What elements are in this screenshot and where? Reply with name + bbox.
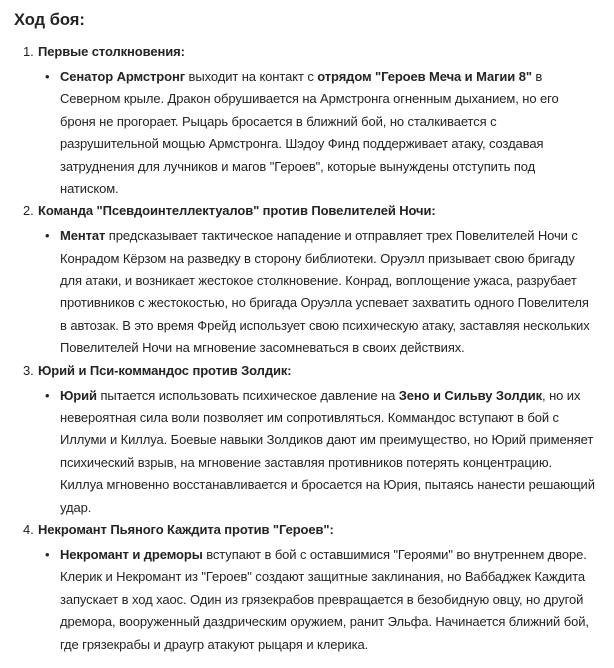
section-heading-row: [14, 200, 600, 222]
section-number: 3.: [23, 362, 34, 378]
section-detail-item: [14, 225, 600, 359]
section-paragraph: Некромант и дреморы вступают в бой с оставшимися "Героями" во внутреннем дворе. Клерик и Некромант из "Героев" создают защитные заклинания, но Ваббаджек Каждита запускает в ход хаос. Один из грязекрабов превращается в безобидную овцу, но другой дремора, вооруженный даздрическим оружием, ранит Эльфа. Начинается ближний бой, где грязекрабы и драугр атакуют рыцаря и клерика.: [60, 546, 589, 652]
battle-section: [14, 519, 600, 656]
section-heading: Юрий и Пси-коммандос против Золдик:: [38, 362, 292, 378]
bullet-icon: •: [45, 546, 50, 562]
bullet-icon: •: [45, 387, 50, 403]
section-paragraph: Юрий пытается использовать психическое давление на Зено и Сильву Золдик, но их невероятная сила воли позволяет им сопротивляться. Коммандос вступают в бой с Иллуми и Киллуа. Боевые навыки Золдиков дают им преимущество, но Юрий применяет психический взрыв, на мгновение заставляя противников потерять концентрацию. Киллуа мгновенно восстанавливается и бросается на Юрия, пытаясь нанести решающий удар.: [60, 387, 595, 515]
section-heading: Некромант Пьяного Каждита против "Героев":: [38, 522, 334, 538]
section-paragraph: Сенатор Армстронг выходит на контакт с отрядом "Героев Меча и Магии 8" в Северном крыле. Дракон обрушивается на Армстронга огненным дыханием, но его броня не прогорает. Рыцарь бросается в ближний бой, но сталкивается с разрушительной мощью Армстронга. Шэдоу Финд поддерживает атаку, создавая затруднения для лучников и магов "Героев", которые вынуждены отступить под натиском.: [60, 68, 559, 196]
section-heading-row: [14, 360, 600, 382]
section-number: 1.: [23, 44, 34, 59]
bullet-icon: •: [45, 228, 50, 244]
battle-section: [14, 200, 600, 359]
section-detail-list: [14, 225, 600, 359]
battle-section: [14, 360, 600, 519]
section-detail-item: [14, 544, 600, 656]
section-heading: Команда "Псевдоинтеллектуалов" против Повелителей Ночи:: [38, 203, 436, 219]
section-heading-row: [14, 519, 600, 541]
bullet-icon: •: [45, 68, 50, 84]
section-detail-list: [14, 66, 600, 200]
battle-section: [14, 41, 600, 200]
section-detail-list: [14, 544, 600, 656]
section-detail-item: [14, 385, 600, 519]
section-number: 4.: [23, 522, 34, 538]
section-number: 2.: [23, 203, 34, 219]
section-heading-row: [14, 41, 600, 63]
page-title: Ход боя:: [14, 11, 85, 29]
section-heading: Первые столкновения:: [38, 44, 185, 59]
battle-sections-list: [14, 41, 600, 656]
section-detail-list: [14, 385, 600, 519]
section-detail-item: [14, 66, 600, 200]
section-paragraph: Ментат предсказывает тактическое нападение и отправляет трех Повелителей Ночи с Конрадом Кёрзом на разведку в сторону библиотеки. Оруэлл призывает свою бригаду для атаки, и возникает жестокое столкновение. Конрад, воплощение ужаса, разрубает противников с жестокостью, но бригада Оруэлла успевает захватить одного Повелителя в автозак. В это время Фрейд использует свою психическую атаку, заставляя нескольких Повелителей Ночи на мгновение засомневаться в своих действиях.: [60, 228, 590, 356]
